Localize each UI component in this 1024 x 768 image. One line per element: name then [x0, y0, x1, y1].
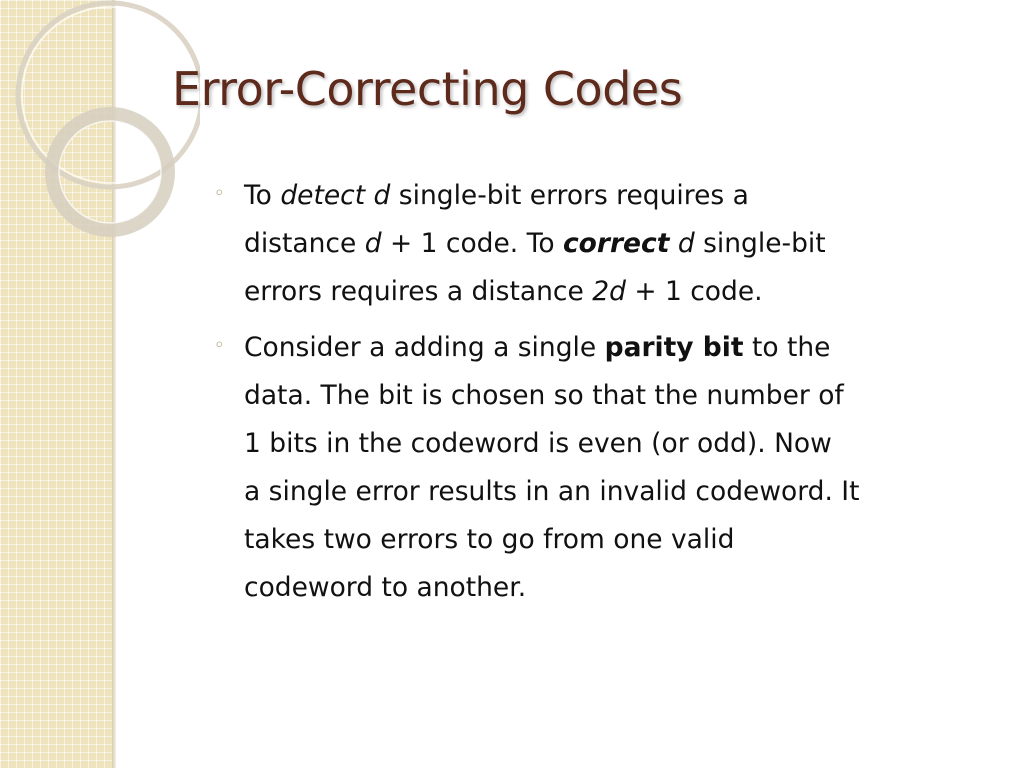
text-run	[669, 228, 677, 259]
bullet-text-line	[244, 564, 1004, 612]
text-run: errors requires a distance	[244, 276, 593, 307]
text-run: distance	[244, 228, 365, 259]
text-run: takes two errors to go from one valid	[244, 524, 735, 555]
text-run: + 1 code. To	[381, 228, 563, 259]
text-run: 1 bits in the codeword is even (or odd). Now	[244, 428, 832, 459]
bullet-text-line	[244, 324, 1004, 372]
bullet-item	[214, 324, 1004, 612]
text-run: detect d	[280, 180, 391, 211]
bullet-text-line	[244, 468, 1004, 516]
text-run: + 1 code.	[625, 276, 763, 307]
text-run: codeword to another.	[244, 572, 527, 603]
text-run: Consider a adding a single	[244, 332, 605, 363]
text-run: To	[244, 180, 281, 211]
bullet-item	[214, 172, 1004, 316]
decorative-side-panel	[0, 0, 112, 768]
text-run: d	[677, 228, 695, 259]
side-panel-divider	[112, 0, 116, 768]
bullet-marker-icon: ◦	[214, 183, 225, 204]
bullet-text-line	[244, 516, 1004, 564]
bullet-text-line	[244, 268, 1004, 316]
text-run: correct	[562, 228, 670, 259]
text-run: to the	[743, 332, 831, 363]
text-run: parity bit	[604, 332, 744, 363]
text-run: 2d	[592, 276, 626, 307]
text-run: single-bit errors requires a	[390, 180, 749, 211]
bullet-text-line	[244, 220, 1004, 268]
bullet-text-line	[244, 172, 1004, 220]
bullet-marker-icon: ◦	[214, 335, 225, 356]
text-run: single-bit	[694, 228, 826, 259]
text-run: a single error results in an invalid codeword. It	[244, 476, 860, 507]
text-run: data. The bit is chosen so that the number of	[244, 380, 844, 411]
bullet-text-line	[244, 372, 1004, 420]
slide-title: Error-Correcting Codes	[172, 62, 683, 116]
bullet-list	[214, 172, 1004, 620]
bullet-text-line	[244, 420, 1004, 468]
text-run: d	[364, 228, 382, 259]
